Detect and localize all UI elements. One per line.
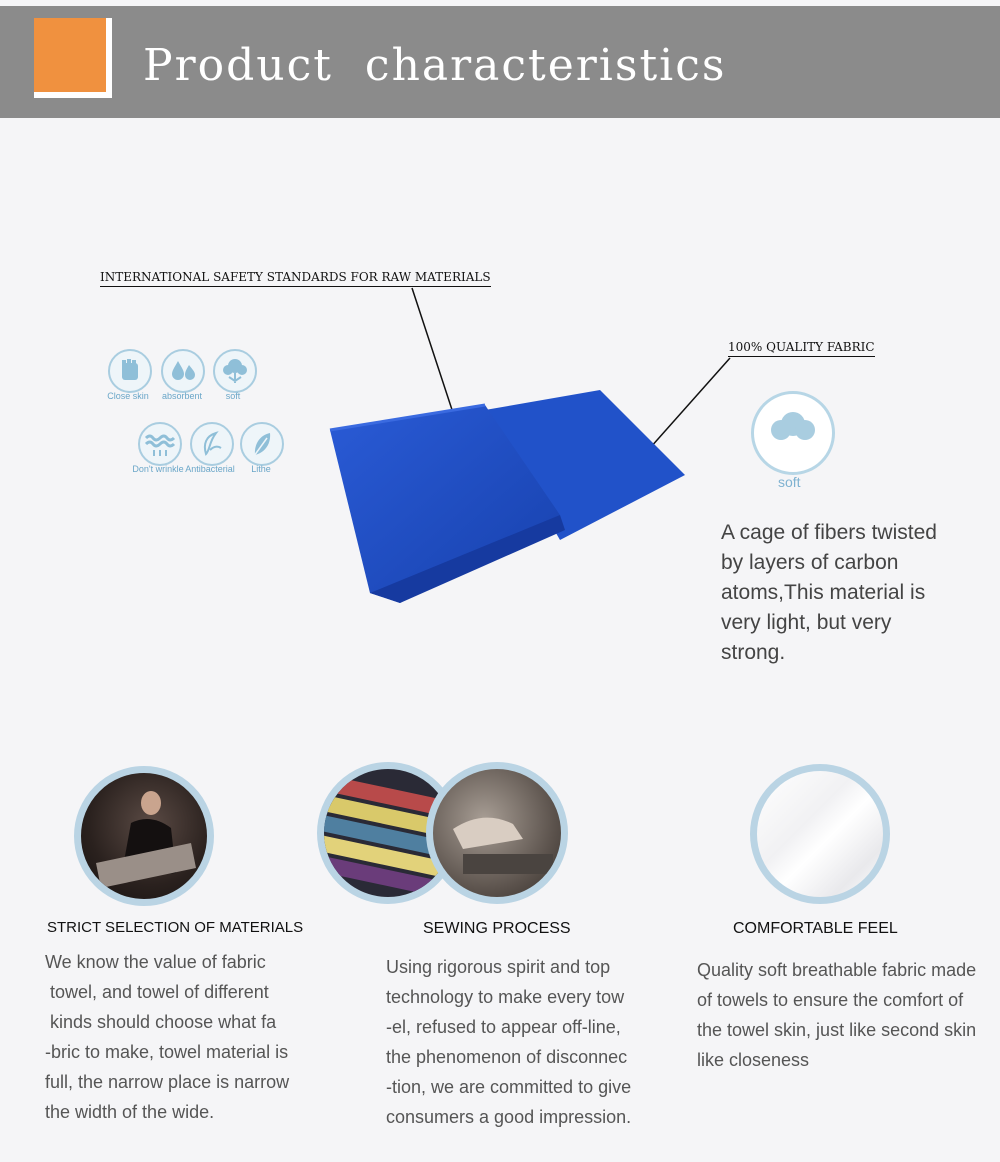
cotton-icon xyxy=(213,349,257,393)
sewing-hands-photo xyxy=(426,762,568,904)
white-fabric-photo xyxy=(750,764,890,904)
small-icon-label: soft xyxy=(225,391,241,401)
shield-leaf-icon xyxy=(190,422,234,466)
blue-towel-image xyxy=(325,385,690,610)
feature-title-materials: STRICT SELECTION OF MATERIALS xyxy=(47,919,304,936)
fabric-description: A cage of fibers twisted by layers of carbon atoms,This material is very light, but very strong. xyxy=(721,521,937,664)
water-drops-icon xyxy=(161,349,205,393)
soft-label: soft xyxy=(778,474,801,490)
waves-icon xyxy=(138,422,182,466)
page-title: Product characteristics xyxy=(143,40,727,91)
feature-text-materials: We know the value of fabric towel, and towel of different kinds should choose what fa -bric to make, towel material is full, the narrow place is narrow the width of the wide. xyxy=(45,952,290,1122)
materials-selection-photo xyxy=(74,766,214,906)
fist-icon xyxy=(108,349,152,393)
small-icon-label: Close skin xyxy=(107,391,149,401)
callout-quality-fabric: 100% QUALITY FABRIC xyxy=(728,340,875,357)
feature-text-sewing: Using rigorous spirit and top technology to make every tow -el, refused to appear off-line, the phenomenon of disconnec -tion, we are committed to give consumers a good impression. xyxy=(386,957,632,1127)
small-icon-label: absorbent xyxy=(161,391,203,401)
callout-safety-standards: INTERNATIONAL SAFETY STANDARDS FOR RAW MATERIALS xyxy=(100,270,491,287)
feature-title-comfort: COMFORTABLE FEEL xyxy=(733,920,898,937)
feature-text-comfort: Quality soft breathable fabric made of towels to ensure the comfort of the towel skin, just like second skin like closeness xyxy=(697,960,977,1070)
feather-icon xyxy=(240,422,284,466)
feature-title-sewing: SEWING PROCESS xyxy=(423,920,571,937)
small-icon-label: Antibacterial xyxy=(185,464,235,474)
cotton-icon xyxy=(751,391,835,475)
small-icon-label: Lithe xyxy=(251,464,271,474)
small-icon-label: Don't wrinkle xyxy=(132,464,184,474)
